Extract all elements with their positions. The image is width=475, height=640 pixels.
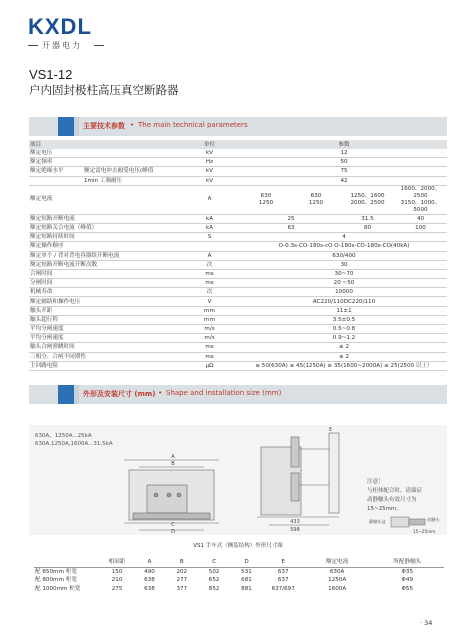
- spec-value: 30: [241, 260, 447, 269]
- dimension-header-row: [34, 558, 444, 567]
- spec-value: 11±1: [241, 306, 447, 315]
- spec-item: 触头合闸弹跳时间: [29, 343, 178, 352]
- dimension-cell: 630A: [329, 568, 345, 575]
- logo-subtitle: 开器电力: [42, 41, 82, 50]
- spec-item: 额定短路开断电流开断次数: [29, 260, 178, 269]
- spec-value: 10000: [241, 288, 447, 297]
- spec-header-row: [29, 140, 447, 149]
- static-contact-label: 静触头盒: [369, 519, 386, 524]
- dimension-header-cell: 所配静触头: [371, 558, 444, 567]
- spec-unit: mm: [178, 306, 241, 315]
- spec-item: 额定绝缘水平: [29, 167, 83, 176]
- spec-value: 100: [394, 223, 447, 232]
- dimension-cell: 502: [208, 568, 220, 575]
- section-header-dimensions: [29, 385, 447, 404]
- spec-unit: 次: [178, 260, 241, 269]
- dimension-row: [34, 585, 444, 594]
- dimension-header-cell: B: [166, 558, 198, 567]
- spec-item: 触头超行程: [29, 315, 178, 324]
- spec-unit: 次: [178, 288, 241, 297]
- dimension-row: [34, 567, 444, 576]
- spec-header-param: 参数: [241, 140, 447, 149]
- spec-unit: m/s: [178, 325, 241, 334]
- dimension-cell: 531: [241, 568, 252, 575]
- spec-item: 额定单个 / 背对背电容器组开断电流: [29, 251, 178, 260]
- spec-unit: [178, 242, 241, 251]
- section-bullet: •: [158, 389, 163, 397]
- spec-item: 合闸时间: [29, 269, 178, 278]
- spec-value: 75: [241, 167, 447, 176]
- note-line-2: 与柜体配合时，请保证: [367, 488, 423, 494]
- dimension-cell: 277: [176, 577, 188, 584]
- page-number: · 34: [420, 619, 433, 627]
- dimension-cell: 150: [111, 568, 123, 575]
- spec-item: 主回路电阻: [29, 361, 178, 370]
- section-title-en: The main technical parameters: [138, 121, 248, 129]
- spec-value: 30~70: [241, 269, 447, 278]
- spec-row: [29, 315, 447, 324]
- spec-row: [29, 334, 447, 343]
- spec-table: [29, 140, 447, 371]
- spec-row: [29, 233, 447, 242]
- spec-item: 额定短路持续时间: [29, 233, 178, 242]
- spec-row: [29, 352, 447, 361]
- spec-value: 0.5~0.8: [241, 325, 447, 334]
- spec-value: 1250、1600 2000、2500: [341, 185, 394, 214]
- dimension-header-cell: E: [263, 558, 304, 567]
- spec-unit: ms: [178, 352, 241, 361]
- dimension-cell: 配 800mm 柜宽: [35, 577, 77, 584]
- logo-divider: [94, 45, 104, 46]
- spec-value: ≤ 2: [241, 343, 447, 352]
- dimension-cell: 637: [277, 577, 289, 584]
- spec-unit: Hz: [178, 158, 241, 167]
- spec-value: ≤ 2: [241, 352, 447, 361]
- section-title-cn: 主要技术参数: [83, 122, 125, 130]
- spec-row: [29, 288, 447, 297]
- moving-contact-label: 动触头: [427, 517, 440, 522]
- dimension-drawing: [29, 425, 447, 535]
- spec-row: [29, 251, 447, 260]
- spec-unit: S: [178, 233, 241, 242]
- dimension-row: [34, 576, 444, 585]
- dimension-cell: 275: [111, 585, 123, 592]
- spec-unit: μΩ: [178, 361, 241, 370]
- contact-detail: [391, 517, 425, 527]
- spec-header-item: 项目: [29, 140, 178, 149]
- spec-row: [29, 185, 447, 214]
- spec-unit: A: [178, 185, 241, 214]
- brand-logo: [28, 14, 108, 58]
- dimension-cell: 1600A: [328, 585, 347, 592]
- dimension-table: [34, 558, 444, 593]
- spec-row: [29, 167, 447, 176]
- dimension-cell: 202: [176, 568, 188, 575]
- spec-header-unit: 单位: [178, 140, 241, 149]
- spec-item: 额定电流: [29, 185, 178, 214]
- front-view: [124, 460, 219, 530]
- dimension-cell: 881: [241, 585, 252, 592]
- dim-e: E: [329, 427, 333, 433]
- dimension-cell: 852: [208, 585, 220, 592]
- spec-value: 3.5±0.5: [241, 315, 447, 324]
- drawing-svg: [29, 425, 447, 535]
- dimension-header-cell: 相间距: [101, 558, 133, 567]
- spec-row: [29, 325, 447, 334]
- dim-c: C: [171, 522, 175, 528]
- section-tab-gray: [74, 385, 79, 404]
- spec-item: 额定频率: [29, 158, 178, 167]
- spec-value: 63: [241, 223, 341, 232]
- spec-item: 触头开距: [29, 306, 178, 315]
- spec-value: AC220/110DC220/110: [241, 297, 447, 306]
- spec-unit: kA: [178, 214, 241, 223]
- spec-value: O-0.3s-CO-180s-cO O-180s-CO-180s-CO(40kA): [241, 242, 447, 251]
- dimension-cell: 377: [176, 585, 188, 592]
- dim-598: 598: [290, 527, 300, 533]
- spec-unit: mm: [178, 315, 241, 324]
- dimension-cell: 1250A: [328, 577, 347, 584]
- section-tab-gray: [74, 117, 79, 136]
- spec-row: [29, 176, 447, 185]
- section-tab-blue: [58, 385, 74, 404]
- dimension-cell: Φ55: [401, 585, 414, 592]
- dimension-cell: 652: [208, 577, 220, 584]
- spec-unit: kV: [178, 176, 241, 185]
- note-line-3: 动静触头有效尺寸为: [367, 497, 417, 503]
- spec-item: [29, 176, 83, 185]
- spec-row: [29, 306, 447, 315]
- drawing-label-25ka: 630A，1250A...25kA: [35, 433, 92, 439]
- spec-item: 额定短路关合电流（峰值）: [29, 223, 178, 232]
- spec-unit: m/s: [178, 334, 241, 343]
- drawing-caption: VS1 手车式（侧装结构）外形尺寸图: [193, 543, 283, 549]
- spec-item: 机械寿命: [29, 288, 178, 297]
- dimension-cell: Φ35: [401, 568, 414, 575]
- dim-b: B: [171, 461, 175, 467]
- dimension-cell: 681: [241, 577, 252, 584]
- spec-value: 630 1250: [291, 185, 341, 214]
- spec-value: 50: [241, 158, 447, 167]
- spec-item: 额定辅助和操作电压: [29, 297, 178, 306]
- spec-value: 630/400: [241, 251, 447, 260]
- drawing-label-31ka: 630A,1250A,1600A...31.5kA: [35, 441, 113, 447]
- dimension-cell: 配 650mm 柜宽: [35, 568, 77, 575]
- dimension-cell: 637/697: [271, 585, 295, 592]
- spec-item: 额定短路开断电流: [29, 214, 178, 223]
- spec-row: [29, 223, 447, 232]
- dimension-header-cell: C: [198, 558, 230, 567]
- spec-value: ≤ 50(630A) ≤ 45(1250A) ≤ 35(1600~2000A) ≤ 25(2500 以上）: [241, 361, 447, 370]
- dimension-header-cell: [34, 558, 101, 567]
- spec-row: [29, 158, 447, 167]
- spec-row: [29, 361, 447, 370]
- spec-subitem: 1min 工频耐压: [83, 176, 178, 185]
- spec-item: 额定电压: [29, 149, 178, 158]
- spec-unit: A: [178, 251, 241, 260]
- spec-row: [29, 149, 447, 158]
- section-tab-blue: [58, 117, 74, 136]
- dimension-cell: 210: [111, 577, 123, 584]
- spec-unit: kV: [178, 149, 241, 158]
- spec-row: [29, 343, 447, 352]
- product-model: VS1-12: [29, 67, 73, 82]
- spec-value: 12: [241, 149, 447, 158]
- dimension-cell: Φ49: [401, 577, 414, 584]
- spec-item: 额定操作顺序: [29, 242, 178, 251]
- spec-row: [29, 242, 447, 251]
- spec-row: [29, 260, 447, 269]
- spec-row: [29, 269, 447, 278]
- dimension-cell: 638: [144, 577, 155, 584]
- logo-divider: [28, 45, 38, 46]
- dim-433: 433: [290, 519, 300, 525]
- note-line-4: 15~25mm。: [367, 506, 402, 512]
- spec-subitem: 额定雷电冲击耐受电压(峰值: [83, 167, 178, 176]
- spec-item: 三相分、合闸不同期性: [29, 352, 178, 361]
- dimension-header-cell: D: [230, 558, 262, 567]
- spec-value: 0.9~1.2: [241, 334, 447, 343]
- spec-unit: ms: [178, 343, 241, 352]
- spec-unit: kA: [178, 223, 241, 232]
- spec-row: [29, 214, 447, 223]
- spec-value: 4: [241, 233, 447, 242]
- spec-item: 平均分闸速度: [29, 334, 178, 343]
- spec-unit: ms: [178, 269, 241, 278]
- spec-value: 40: [394, 214, 447, 223]
- section-title-cn: 外形及安装尺寸 (mm): [83, 390, 156, 398]
- spec-value: 31.5: [341, 214, 394, 223]
- section-bullet: •: [130, 121, 135, 129]
- spec-value: 1600、2000、2500 3150、1000、5000: [394, 185, 447, 214]
- dim-d: D: [171, 529, 175, 535]
- product-name: 户内固封极柱高压真空断路器: [29, 83, 179, 97]
- dimension-header-cell: A: [133, 558, 165, 567]
- note-line-1: 注意！: [367, 479, 384, 485]
- dimension-cell: 638: [144, 585, 155, 592]
- spec-item: 分闸时间: [29, 279, 178, 288]
- dimension-header-cell: 额定电流: [304, 558, 371, 567]
- contact-overlap-label: 15~25mm: [413, 529, 436, 534]
- spec-value: 42: [241, 176, 447, 185]
- spec-unit: kV: [178, 167, 241, 176]
- dimension-cell: 配 1000mm 柜宽: [35, 585, 81, 592]
- spec-item: 平均分闸速度: [29, 325, 178, 334]
- section-title-en: Shape and installation size (mm): [166, 389, 282, 397]
- spec-value: 80: [341, 223, 394, 232]
- side-view: [257, 433, 339, 525]
- logo-text: KXDL: [28, 14, 92, 39]
- spec-value: 25: [241, 214, 341, 223]
- spec-row: [29, 279, 447, 288]
- section-header-specs: [29, 117, 447, 136]
- spec-unit: V: [178, 297, 241, 306]
- spec-row: [29, 297, 447, 306]
- spec-value: 630 1250: [241, 185, 291, 214]
- spec-unit: ms: [178, 279, 241, 288]
- dim-a: A: [171, 454, 175, 460]
- spec-value: 20 ~50: [241, 279, 447, 288]
- dimension-cell: 637: [277, 568, 289, 575]
- dimension-cell: 490: [144, 568, 155, 575]
